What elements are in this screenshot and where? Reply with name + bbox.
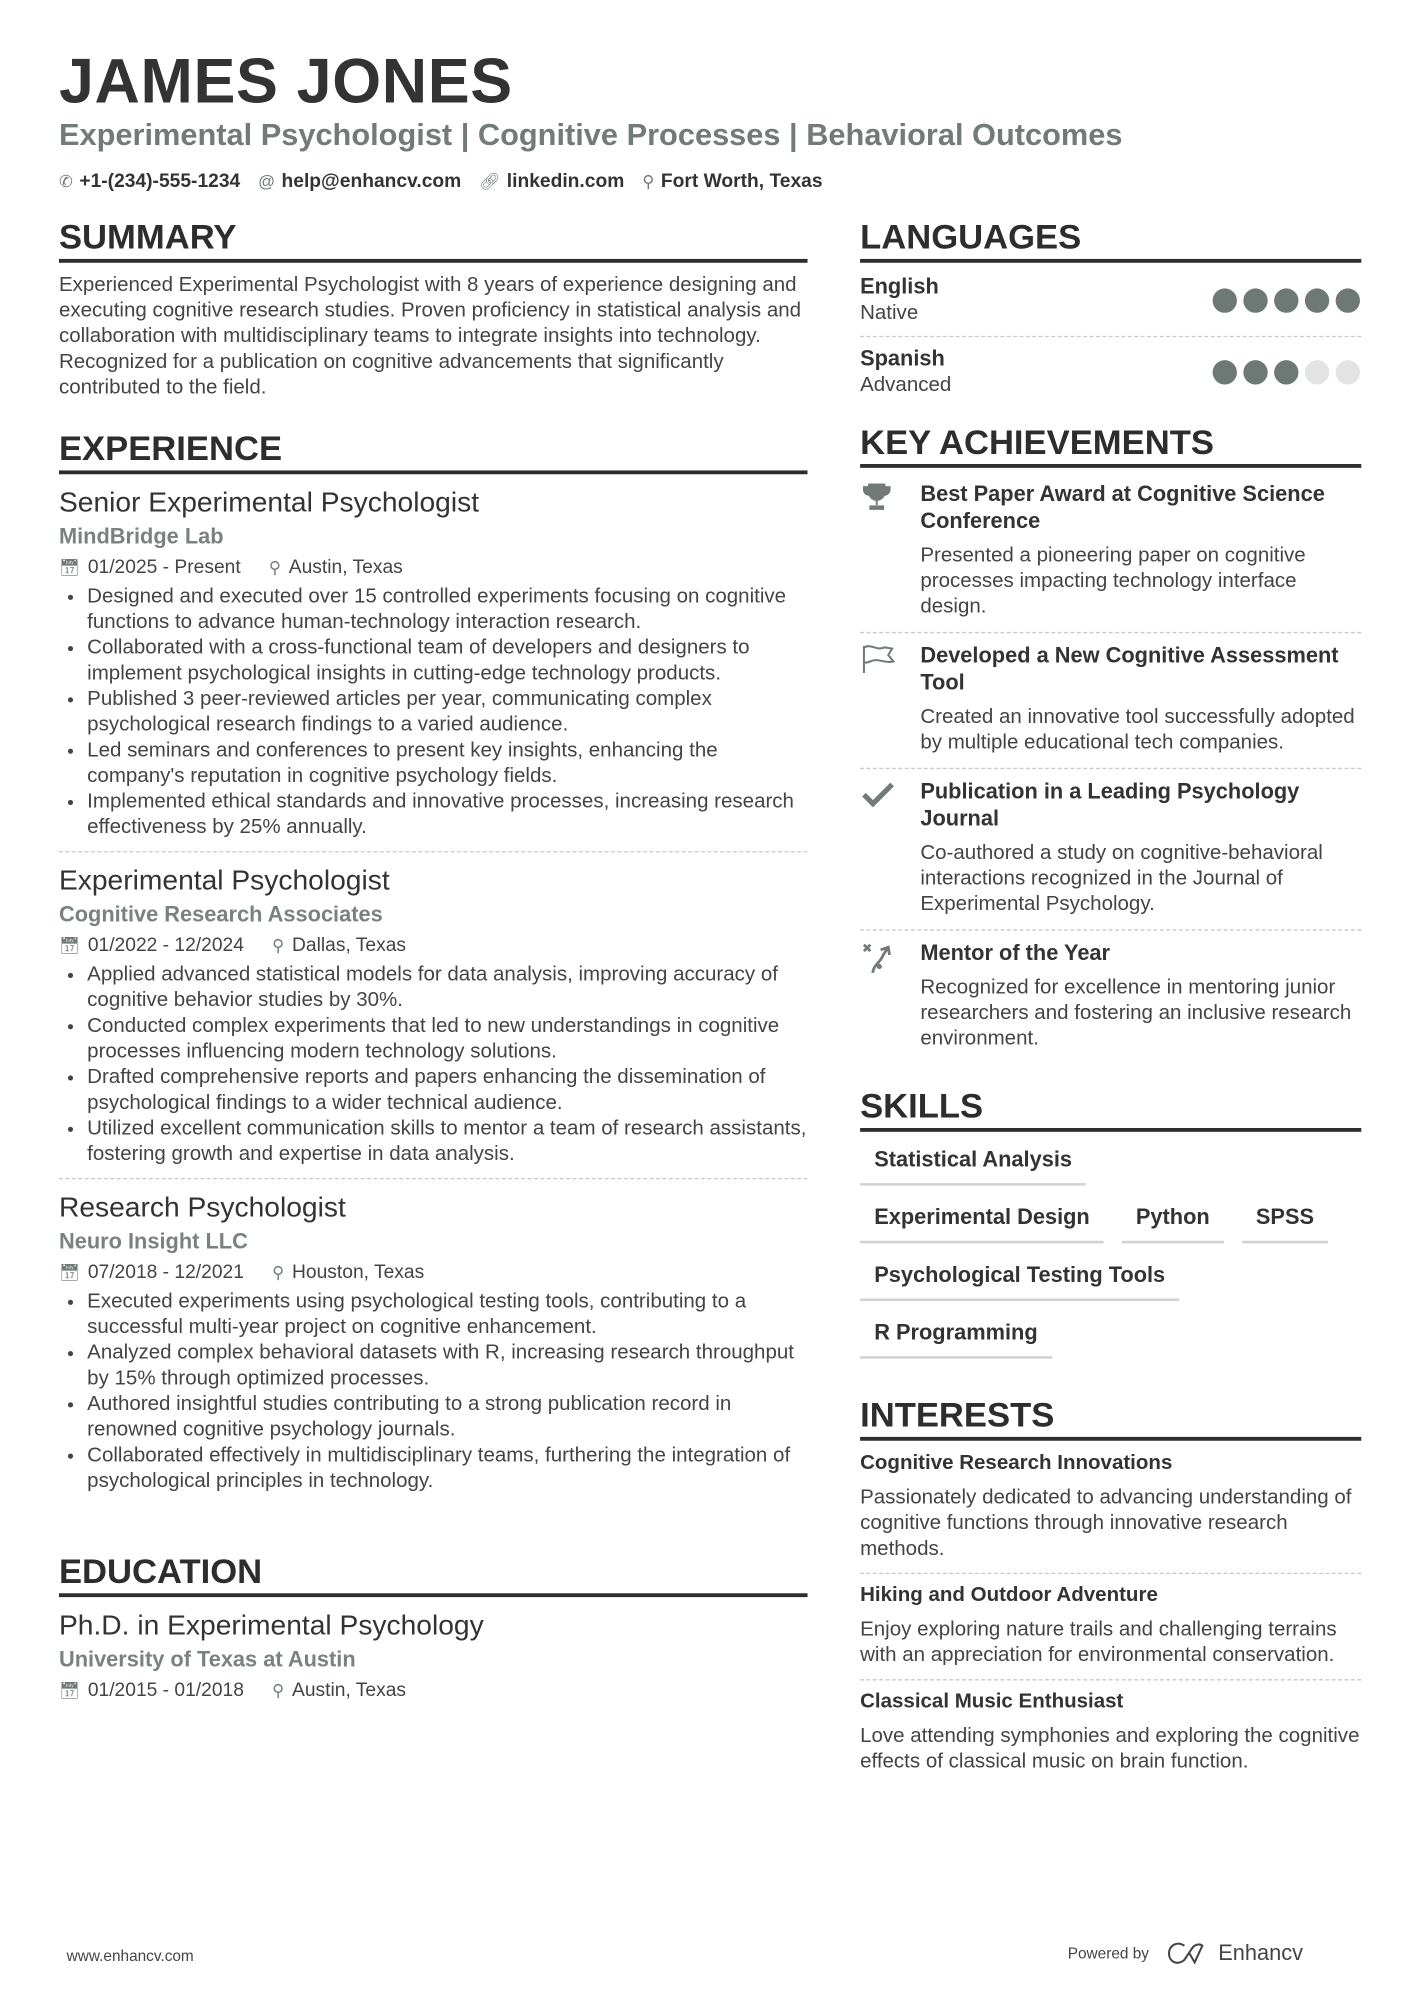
achievement-title: Best Paper Award at Cognitive Science Conference [920, 481, 1325, 534]
bullet-item: • Utilized excellent communication skills to mentor a team of research assistants, fostering growth and expertise in data analysis. [87, 1116, 807, 1167]
rating-dot-filled [1243, 288, 1267, 312]
job-bullets [59, 963, 808, 1168]
candidate-subtitle: Experimental Psychologist | Cognitive Processes | Behavioral Outcomes [58, 117, 1123, 153]
school: University of Texas at Austin [58, 1647, 356, 1672]
section-heading: KEY ACHIEVEMENTS [860, 423, 1361, 468]
language-text [860, 345, 951, 399]
rating-dot-filled [1274, 288, 1298, 312]
bullet-item: • Drafted comprehensive reports and papers enhancing the dissemination of psychological findings to a wider technical audience. [87, 1065, 807, 1116]
interest-item [860, 1442, 1361, 1573]
job-title: Research Psychologist [58, 1190, 346, 1223]
skill-tag: SPSS [1242, 1197, 1328, 1243]
contact-email[interactable] [258, 170, 461, 192]
flag-icon [860, 642, 920, 756]
section-heading: SKILLS [860, 1087, 1361, 1132]
skill-tag: Python [1122, 1197, 1224, 1243]
link-icon: 🔗︎ [479, 171, 501, 191]
location-icon: ⚲ [642, 171, 655, 191]
achievement-description: Co-authored a study on cognitive-behavioral interactions recognized in the Journal of Experimental Psychology. [920, 842, 1323, 916]
skills-row [860, 1255, 1361, 1301]
job-bullets [59, 1289, 808, 1494]
education-dates: 01/2015 - 01/2018 [87, 1679, 244, 1701]
section-heading: SUMMARY [59, 218, 808, 263]
language-rating [1213, 288, 1360, 312]
section-heading: LANGUAGES [860, 218, 1361, 263]
language-item [860, 336, 1361, 399]
job-entry [59, 1178, 808, 1495]
interest-item [860, 1679, 1361, 1785]
rating-dot-filled [1274, 360, 1298, 384]
language-name: Spanish [860, 346, 945, 371]
job-dates: 07/2018 - 12/2021 [87, 1261, 244, 1284]
interest-description: Enjoy exploring nature trails and challenging terrains with an appreciation for environmental conservation. [860, 1618, 1337, 1667]
language-level: Native [860, 302, 919, 325]
calendar-icon: 📅︎ [58, 557, 81, 577]
skill-tag: Experimental Design [860, 1197, 1104, 1243]
degree: Ph.D. in Experimental Psychology [58, 1608, 484, 1641]
job-location: Austin, Texas [288, 556, 403, 579]
achievement-description: Created an innovative tool successfully adopted by multiple educational tech companies. [920, 706, 1355, 754]
bullet-item: • Collaborated effectively in multidisciplinary teams, furthering the integration of psychological principles in technology. [87, 1443, 807, 1494]
job-entry [59, 485, 808, 841]
interest-description: Passionately dedicated to advancing understanding of cognitive functions through innovative research methods. [860, 1486, 1352, 1560]
achievement-content [920, 778, 1361, 918]
section-heading: INTERESTS [860, 1396, 1361, 1441]
company-name: Neuro Insight LLC [58, 1229, 248, 1254]
achievement-title: Mentor of the Year [920, 940, 1111, 966]
bullet-item: • Authored insightful studies contributing to a strong publication record in renowned cognitive psychology journals. [87, 1392, 807, 1443]
experience-section [59, 429, 808, 1494]
at-icon: @ [258, 171, 276, 191]
language-level: Advanced [860, 374, 952, 397]
rating-dot-filled [1336, 288, 1360, 312]
skill-tag: R Programming [860, 1313, 1052, 1359]
brand-name: Enhancv [1218, 1940, 1304, 1965]
achievements-section [860, 423, 1361, 1064]
location-icon: ⚲ [272, 1262, 285, 1282]
summary-section [59, 218, 808, 401]
bullet-item: • Implemented ethical standards and innovative processes, increasing research effectiveness by 25% annually. [87, 790, 807, 841]
skill-tag: Statistical Analysis [860, 1140, 1086, 1186]
interest-description: Love attending symphonies and exploring the cognitive effects of classical music on brain function. [860, 1725, 1360, 1773]
interest-item [860, 1573, 1361, 1679]
rating-dot-filled [1213, 360, 1237, 384]
footer-website[interactable]: www.enhancv.com [66, 1947, 194, 1965]
section-heading: EDUCATION [59, 1552, 808, 1597]
achievement-item [860, 768, 1361, 930]
skill-tag: Psychological Testing Tools [860, 1255, 1179, 1301]
job-location: Houston, Texas [292, 1261, 425, 1284]
phone-icon: ✆ [58, 171, 73, 191]
company-name: MindBridge Lab [58, 524, 224, 549]
skills-row [860, 1313, 1361, 1359]
bullet-item: • Executed experiments using psychological testing tools, contributing to a successful multi-year project on cognitive enhancement. [87, 1289, 807, 1340]
skills-section [860, 1087, 1361, 1359]
rating-dot-empty [1305, 360, 1329, 384]
job-title: Experimental Psychologist [58, 863, 390, 896]
achievement-item [860, 472, 1361, 632]
education-location: Austin, Texas [292, 1679, 407, 1701]
section-heading: EXPERIENCE [59, 429, 808, 474]
contact-linkedin[interactable] [479, 170, 624, 192]
job-dates: 01/2022 - 12/2024 [87, 934, 244, 957]
interest-title: Cognitive Research Innovations [860, 1452, 1173, 1475]
email-text: help@enhancv.com [281, 170, 462, 193]
job-dates: 01/2025 - Present [87, 556, 241, 579]
job-location: Dallas, Texas [292, 934, 407, 957]
achievement-description: Recognized for excellence in mentoring junior researchers and fostering an inclusive research environment. [920, 976, 1352, 1050]
interests-section [860, 1396, 1361, 1786]
contact-location [642, 170, 822, 192]
interest-title: Classical Music Enthusiast [860, 1690, 1124, 1713]
language-text [860, 273, 939, 327]
calendar-icon: 📅︎ [58, 1680, 81, 1700]
summary-text: Experienced Experimental Psychologist with 8 years of experience designing and executing cognitive research studies. Proven proficiency in statistical analysis and collaboration with multidisciplinary teams to integrate insights into technology. Recognized for a publication on cognitive advancements that significantly contributed to the field. [58, 274, 802, 399]
bullet-item: • Led seminars and conferences to present key insights, enhancing the company's reputation in cognitive psychology fields. [87, 738, 807, 789]
enhancv-logo-icon [1167, 1942, 1211, 1965]
rating-dot-empty [1336, 360, 1360, 384]
enhancv-logo[interactable] [1167, 1941, 1303, 1967]
bullet-item: • Published 3 peer-reviewed articles per year, communicating complex psychological research findings to a varied audience. [87, 687, 807, 738]
location-icon: ⚲ [268, 557, 282, 577]
skills-row [860, 1140, 1361, 1186]
bullet-item: • Applied advanced statistical models for data analysis, improving accuracy of cognitive behavior studies by 30%. [87, 963, 807, 1014]
mentor-icon [860, 940, 920, 1053]
location-icon: ⚲ [272, 1680, 285, 1700]
achievement-title: Developed a New Cognitive Assessment Tool [920, 643, 1339, 695]
achievement-item [860, 929, 1361, 1064]
bullet-item: • Conducted complex experiments that led to new understandings in cognitive processes influencing modern technology solutions. [87, 1014, 807, 1065]
job-bullets [59, 585, 808, 841]
job-entry [59, 851, 808, 1168]
achievement-description: Presented a pioneering paper on cognitive processes impacting technology interface design. [920, 544, 1306, 618]
language-rating [1213, 360, 1360, 384]
calendar-icon: 📅︎ [58, 1262, 81, 1282]
location-icon: ⚲ [272, 935, 285, 955]
interest-title: Hiking and Outdoor Adventure [860, 1584, 1158, 1607]
job-meta [59, 932, 808, 960]
bullet-item: • Collaborated with a cross-functional team of developers and designers to implement psychological insights in cutting-edge technology products. [87, 636, 807, 687]
education-meta [59, 1677, 808, 1705]
rating-dot-filled [1213, 288, 1237, 312]
achievement-content [920, 642, 1361, 756]
calendar-icon: 📅︎ [58, 935, 81, 955]
language-name: English [860, 274, 939, 299]
powered-by-label: Powered by [1067, 1944, 1149, 1963]
footer-powered [1068, 1941, 1303, 1967]
trophy-icon [860, 481, 920, 621]
bullet-item: • Analyzed complex behavioral datasets with R, increasing research throughput by 15% through optimized processes. [87, 1341, 807, 1392]
rating-dot-filled [1243, 360, 1267, 384]
job-meta [59, 554, 808, 582]
bullet-item: • Designed and executed over 15 controlled experiments focusing on cognitive functions to advance human-technology interaction research. [87, 585, 807, 636]
contact-phone[interactable] [59, 170, 240, 192]
achievement-content [920, 940, 1361, 1053]
location-text: Fort Worth, Texas [660, 170, 823, 193]
job-title: Senior Experimental Psychologist [58, 485, 480, 518]
company-name: Cognitive Research Associates [58, 902, 383, 927]
linkedin-text: linkedin.com [506, 170, 625, 193]
education-section [59, 1552, 808, 1705]
languages-section [860, 218, 1361, 399]
achievement-content [920, 481, 1361, 621]
phone-text: +1-(234)-555-1234 [79, 170, 241, 193]
candidate-name: JAMES JONES [58, 47, 513, 117]
rating-dot-filled [1305, 288, 1329, 312]
contact-bar [59, 170, 823, 192]
achievement-item [860, 632, 1361, 768]
language-item [860, 273, 1361, 327]
job-meta [59, 1259, 808, 1287]
achievement-title: Publication in a Leading Psychology Journal [920, 779, 1300, 831]
skills-row [860, 1197, 1361, 1243]
checkmark-icon [860, 778, 920, 918]
